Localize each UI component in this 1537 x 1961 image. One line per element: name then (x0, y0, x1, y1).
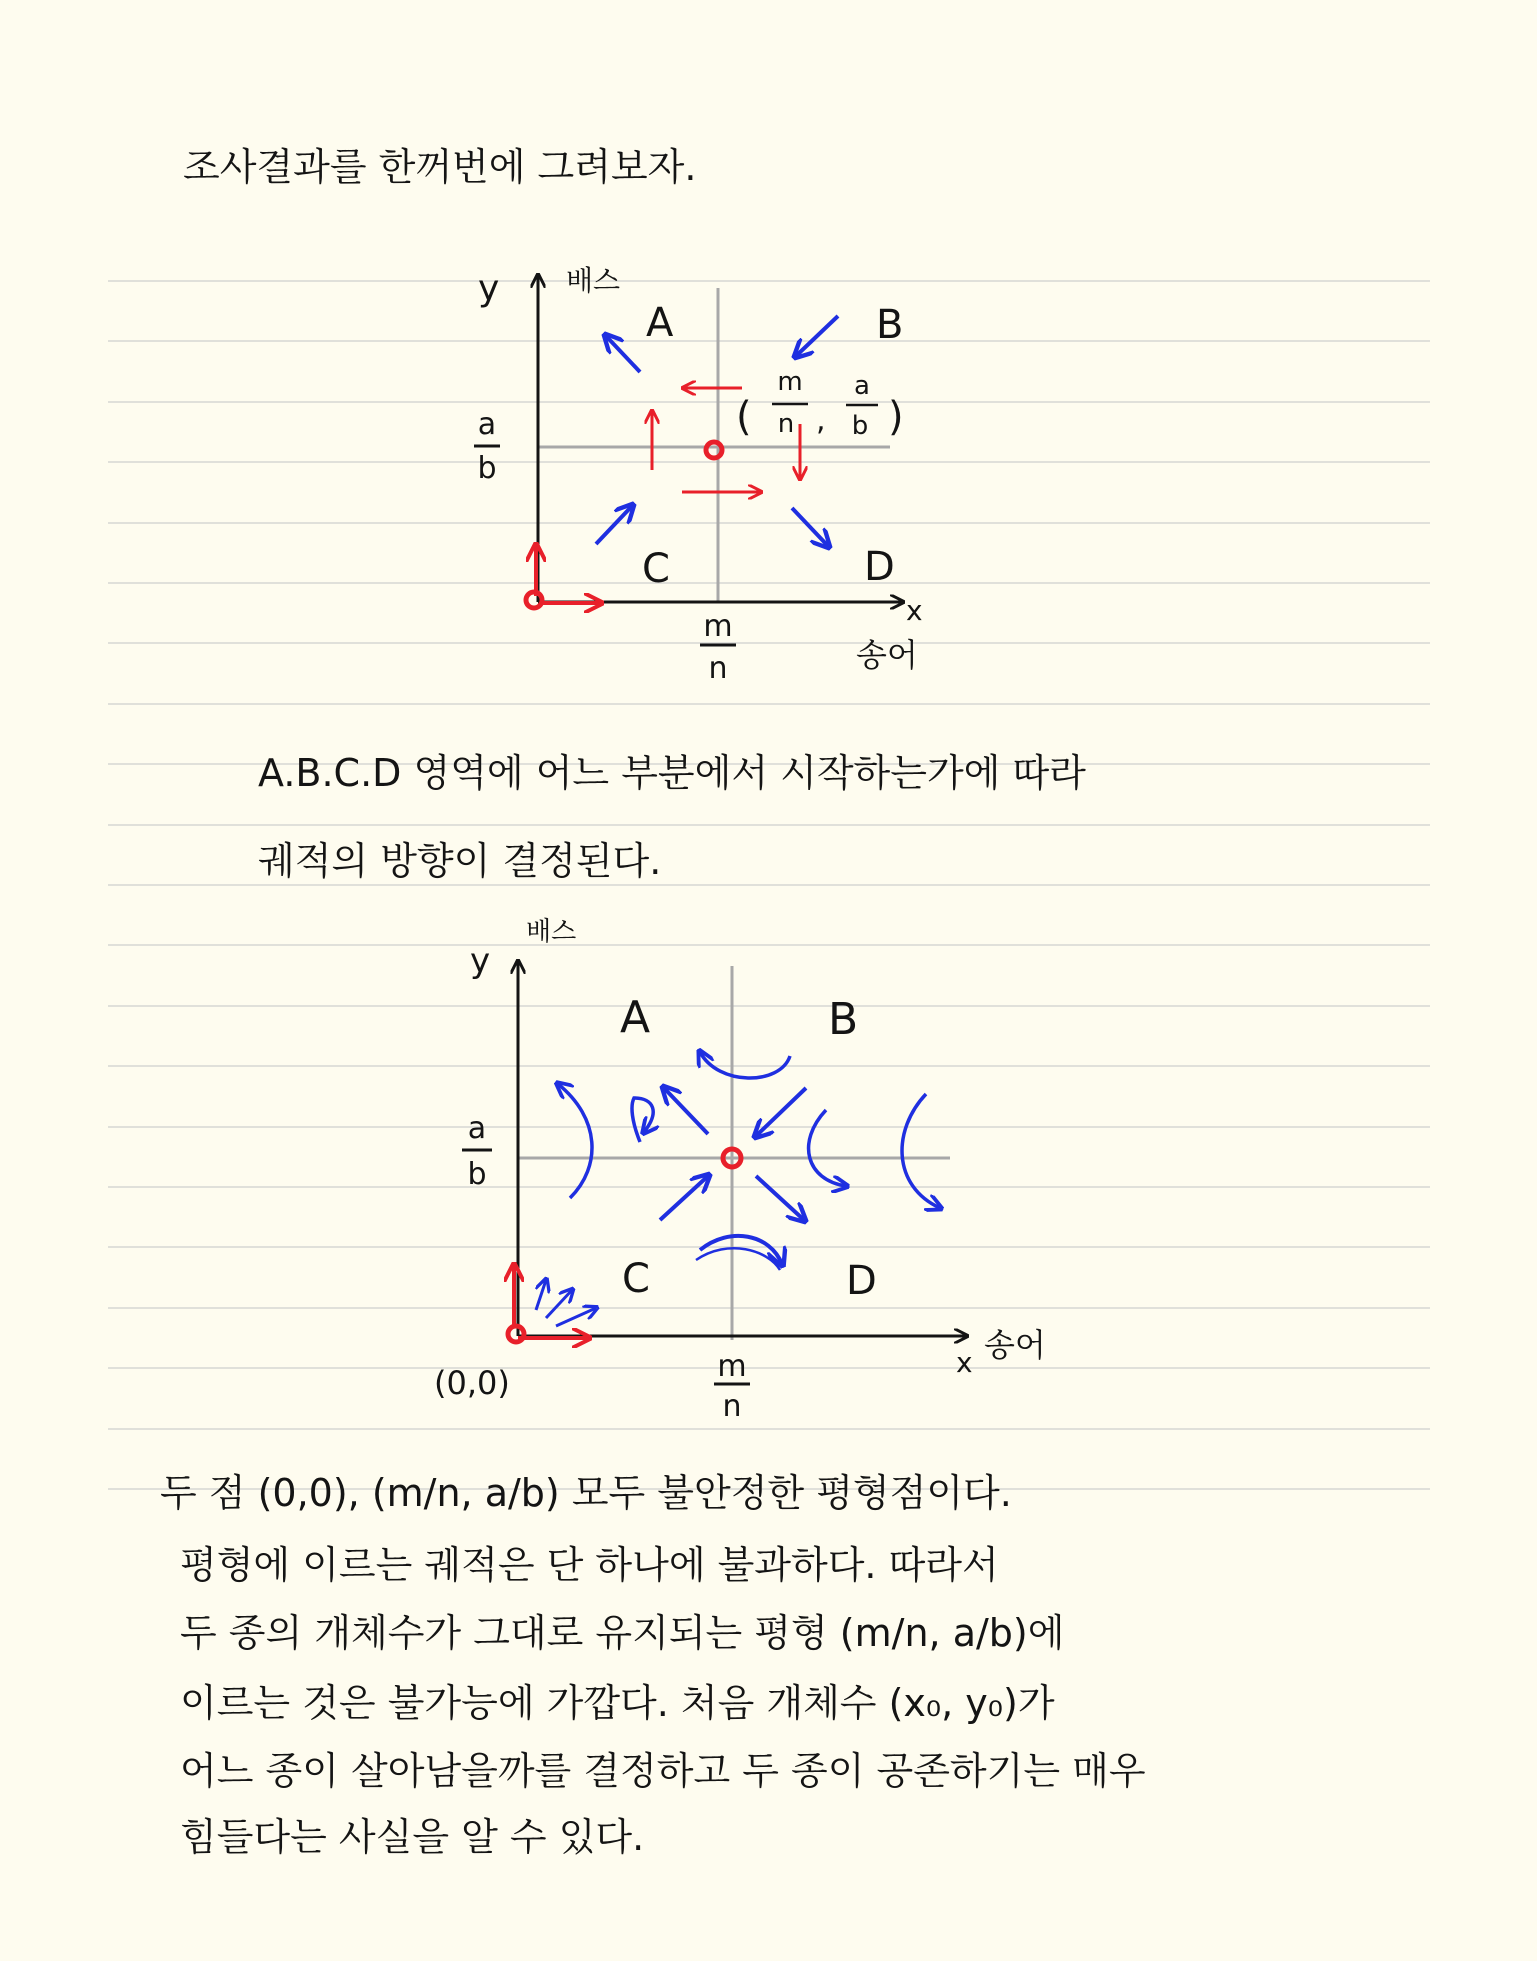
fig2-blue-origin-arrow2 (546, 1290, 572, 1318)
fig1-y-label: y (478, 268, 500, 309)
fig2-blue-curve-right-inner (809, 1110, 846, 1186)
fig2-y-name: 배스 (526, 917, 577, 947)
paragraph1-line1: A.B.C.D 영역에 어느 부분에서 시작하는가에 따라 (258, 751, 1086, 795)
fig2-origin-label: (0,0) (434, 1364, 510, 1402)
fig2-blue-arrow-b-in (756, 1088, 806, 1136)
fig2-blue-origin-arrow3 (556, 1308, 596, 1326)
fig1-point-open: ( (736, 394, 752, 440)
paragraph2-line1: 두 점 (0,0), (m/n, a/b) 모두 불안정한 평형점이다. (160, 1471, 1012, 1515)
fig2-x-name: 송어 (984, 1326, 1046, 1364)
paragraph2-line2: 평형에 이르는 궤적은 단 하나에 불과하다. 따라서 (180, 1543, 999, 1587)
fig2-blue-curve-bottom-lower (696, 1248, 780, 1270)
fig1-point-b: b (851, 411, 869, 441)
fig2-region-a: A (620, 992, 651, 1043)
fig1-point-a: a (854, 371, 870, 401)
paragraph2-line3: 두 종의 개체수가 그대로 유지되는 평형 (m/n, a/b)에 (180, 1611, 1065, 1655)
fig2-blue-curve-left-inner (632, 1098, 653, 1142)
fig2-xtick-num: m (717, 1349, 747, 1384)
fig2-blue-curve-left-outer (558, 1084, 592, 1198)
fig2-region-d: D (846, 1258, 877, 1304)
paragraph1-line2: 궤적의 방향이 결정된다. (258, 839, 662, 883)
fig1-region-c: C (642, 546, 670, 592)
fig1-xtick-den: n (708, 651, 728, 686)
fig2-y-label: y (470, 941, 491, 981)
fig1-ytick-den: b (477, 451, 497, 486)
fig1-x-label: x (906, 594, 923, 627)
fig1-region-a: A (646, 300, 674, 346)
fig1-point-comma: , (816, 403, 826, 438)
fig2-xtick-den: n (722, 1389, 742, 1424)
fig1-region-b: B (876, 302, 904, 348)
fig1-y-name: 배스 (566, 264, 621, 297)
fig2-ytick-num: a (467, 1111, 487, 1146)
fig2-region-b: B (828, 994, 859, 1045)
paragraph2-line4: 이르는 것은 불가능에 가깝다. 처음 개체수 (x₀, y₀)가 (180, 1681, 1055, 1725)
paragraph2-line5: 어느 종이 살아남을까를 결정하고 두 종이 공존하기는 매우 (180, 1749, 1146, 1793)
fig2-blue-arrow-c-in (660, 1176, 708, 1220)
fig2-blue-arrow-a-out (664, 1088, 708, 1134)
fig1-ytick-num: a (477, 407, 497, 442)
fig2-x-label: x (956, 1346, 973, 1379)
fig2-blue-arrow-d-out (756, 1176, 804, 1220)
fig2-blue-origin-arrow1 (536, 1280, 546, 1310)
paragraph2-line6: 힘들다는 사실을 알 수 있다. (180, 1815, 645, 1859)
fig2-ytick-den: b (467, 1157, 487, 1192)
fig1-region-d: D (864, 544, 895, 590)
intro-text: 조사결과를 한꺼번에 그려보자. (183, 145, 697, 189)
fig1-point-close: ) (888, 394, 904, 440)
fig2-blue-curve-top (700, 1052, 790, 1078)
fig1-x-name: 송어 (856, 636, 918, 674)
fig2-blue-curve-right-outer (902, 1094, 940, 1208)
fig1-point-n: n (777, 409, 795, 439)
fig2-region-c: C (622, 1256, 650, 1302)
fig1-xtick-num: m (703, 609, 733, 644)
fig1-point-m: m (777, 367, 803, 397)
fig2-origin-point (508, 1326, 524, 1342)
